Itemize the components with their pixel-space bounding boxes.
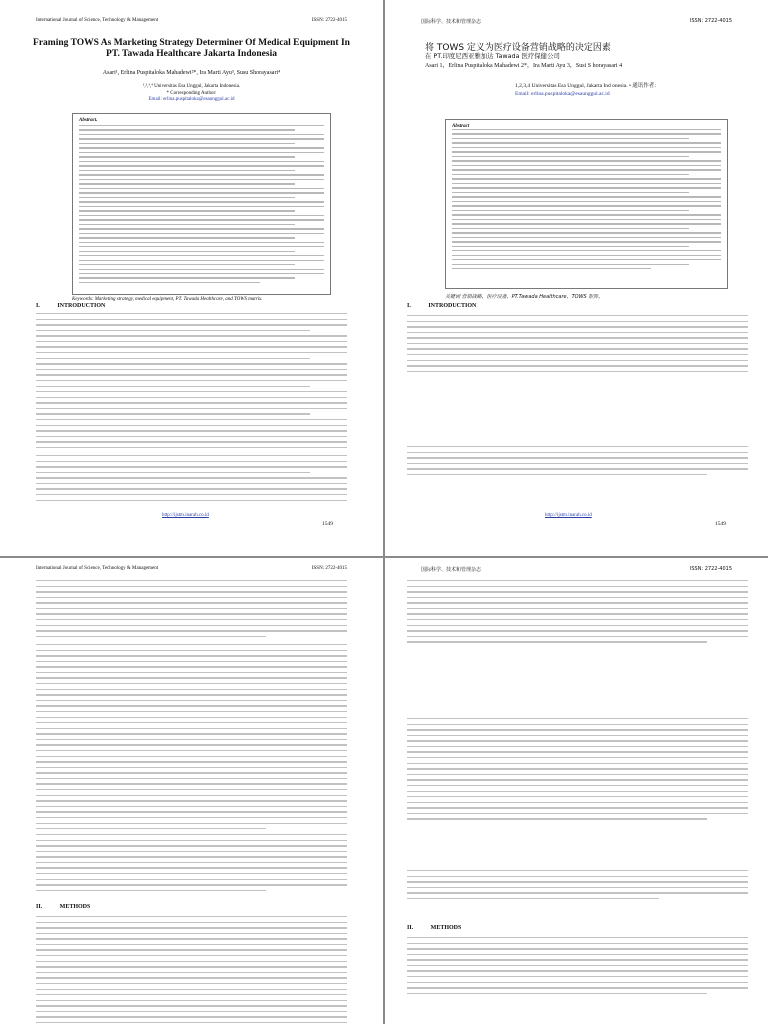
chinese-page-2	[385, 558, 768, 1024]
abstract-text	[452, 129, 721, 279]
keywords: Keywords: Marketing strategy, medical equipment, PT. Tawada Healthcare, and TOWS matrix.	[72, 297, 263, 302]
section-title: INTRODUCTION	[57, 303, 106, 309]
keywords: 关键词 营销战略、医疗设备、PT.Tawada Healthcare、TOWS 矩阵。	[445, 294, 604, 300]
abstract-label: Abstract.	[79, 118, 98, 123]
section-title: INTRODUCTION	[428, 303, 477, 309]
abstract-box	[72, 113, 331, 295]
body-paragraph-2	[36, 644, 347, 830]
section-heading-methods	[36, 904, 90, 910]
issn: ISSN: 2722-4015	[689, 18, 732, 24]
affiliation-block	[515, 83, 748, 98]
corresponding-author: * Corresponding Author:	[166, 90, 217, 96]
english-page-2	[0, 558, 383, 1024]
section-number: II.	[36, 904, 43, 910]
section-number: I.	[407, 303, 411, 309]
body-paragraph-3	[407, 870, 748, 900]
page-number: 1549	[715, 521, 726, 527]
body-paragraph-1	[407, 580, 748, 644]
introduction-paragraph-2	[36, 455, 347, 503]
section-number: I.	[36, 303, 40, 309]
section-heading-introduction	[407, 303, 476, 309]
chinese-page-1	[385, 0, 768, 556]
running-header	[36, 566, 347, 571]
introduction-paragraph-2	[407, 446, 748, 478]
body-paragraph-3	[36, 834, 347, 894]
paper-subtitle: 在 PT.印度尼西亚雅加达 Tawada 医疗保健公司	[425, 52, 560, 60]
journal-name: International Journal of Science, Technology & Management	[36, 566, 159, 571]
methods-paragraph-1	[36, 916, 347, 1024]
section-heading-methods	[407, 925, 461, 931]
abstract-label: Abstract	[452, 124, 470, 129]
section-title: METHODS	[430, 925, 462, 931]
affiliation: 1,2,3,4 Universitas Esa Unggul, Jakarta Ind onesia. • 通讯作者：	[515, 83, 660, 89]
issn: ISSN: 2722-4015	[311, 18, 347, 23]
introduction-paragraph-1	[36, 313, 347, 451]
body-paragraph-1	[36, 580, 347, 640]
affiliation: ¹,²,³,⁴ Universitas Esa Unggul, Jakarta Indonesia.	[142, 84, 241, 89]
body-paragraph-2	[407, 718, 748, 822]
author-list: Asari 1，Erlina Puspitaloka Mahadewi 2*，Ira Marti Ayu 3，Susi S horayasari 4	[425, 63, 623, 69]
section-number: II.	[407, 925, 414, 931]
section-heading-introduction	[36, 303, 105, 309]
journal-name: 国际科学、技术和管理杂志	[421, 19, 482, 25]
running-header	[36, 18, 347, 23]
issn: ISSN: 2722-4015	[689, 566, 732, 572]
paper-title: Framing TOWS As Marketing Strategy Determiner Of Medical Equipment In PT. Tawada Healthcare Jakarta Indonesia	[33, 38, 350, 59]
affiliation-block	[20, 84, 363, 104]
page-number: 1549	[322, 521, 333, 527]
abstract-text	[79, 125, 324, 283]
abstract-box	[445, 119, 728, 289]
section-title: METHODS	[59, 904, 91, 910]
methods-paragraph-1	[407, 937, 748, 997]
journal-name: 国际科学、技术和管理杂志	[421, 567, 482, 573]
running-header	[421, 566, 732, 573]
english-page-1	[0, 0, 383, 556]
email[interactable]: Email: erlina.puspitaloka@esaunggul.ac.id	[148, 97, 235, 102]
author-list: Asari¹, Erlina Puspitaloka Mahadewi²*, Ira Marti Ayu³, Susu Shorayasari⁴	[102, 70, 281, 76]
journal-url-link[interactable]: http://ijstm.inarah.co.id	[545, 513, 592, 518]
introduction-paragraph-1	[407, 315, 748, 373]
running-header	[421, 18, 732, 25]
paper-title: 将 TOWS 定义为医疗设备营销战略的决定因素	[425, 43, 611, 53]
journal-url-link[interactable]: http://ijstm.inarah.co.id	[162, 513, 209, 518]
email[interactable]: Email: erlina.puspitaloka@esaunggul.ac.id	[515, 90, 610, 97]
journal-name: International Journal of Science, Technology & Management	[36, 18, 159, 23]
issn: ISSN: 2722-4015	[311, 566, 347, 571]
